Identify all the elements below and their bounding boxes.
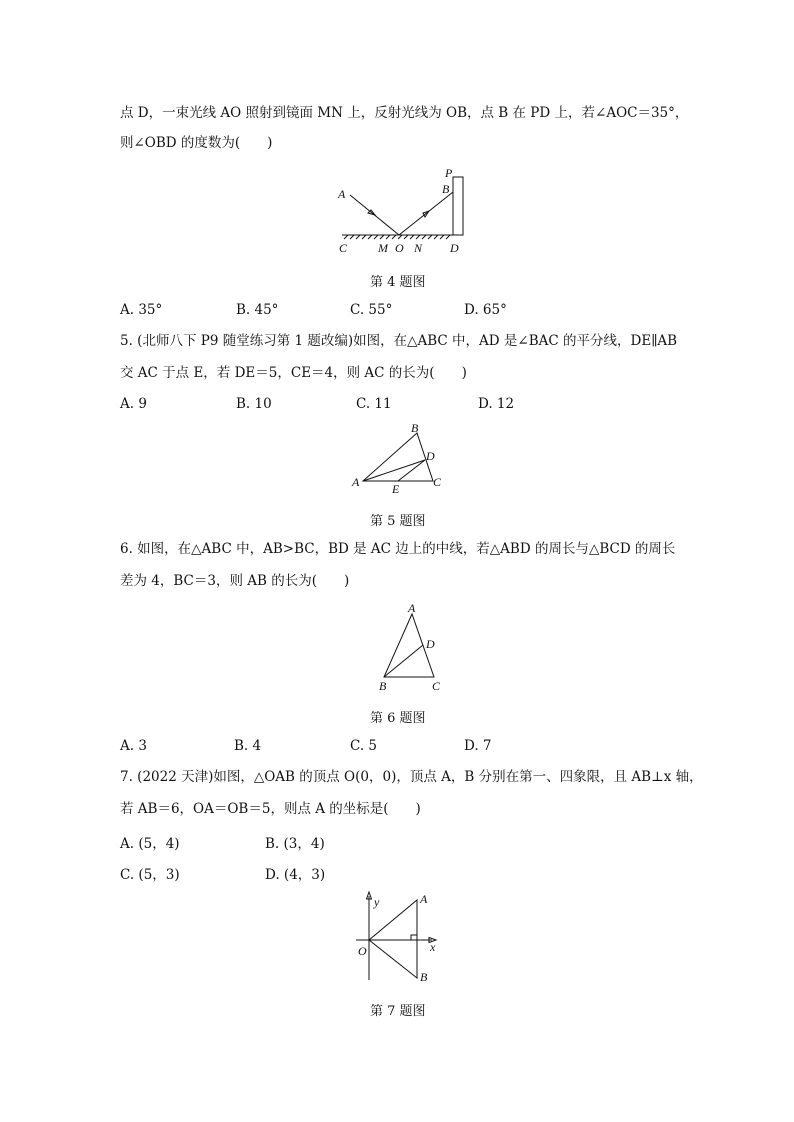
triangle-oab bbox=[369, 900, 417, 978]
q6-caption: 第 6 题图 bbox=[370, 711, 426, 726]
q5-option-c[interactable]: C. 11 bbox=[356, 396, 392, 412]
label-x: x bbox=[430, 940, 436, 954]
ray-ob bbox=[399, 192, 453, 235]
label-b: B bbox=[442, 182, 450, 196]
q7-option-a[interactable]: A. (5，4) bbox=[120, 836, 180, 852]
label-a: A bbox=[408, 601, 416, 615]
label-n: N bbox=[414, 241, 423, 255]
label-p: P bbox=[445, 166, 453, 180]
q6-option-c[interactable]: C. 5 bbox=[350, 738, 378, 754]
label-d: D bbox=[450, 241, 459, 255]
q7-option-c[interactable]: C. (5，3) bbox=[120, 867, 180, 883]
q4-option-b[interactable]: B. 45° bbox=[236, 302, 279, 318]
wall-pd bbox=[453, 177, 463, 235]
q7-caption: 第 7 题图 bbox=[370, 1004, 426, 1019]
q6-text-line-2: 差为 4，BC＝3，则 AB 的长为( ) bbox=[120, 573, 350, 589]
label-a: A bbox=[338, 187, 346, 201]
q7-option-d[interactable]: D. (4，3) bbox=[265, 867, 326, 883]
q7-option-b[interactable]: B. (3，4) bbox=[265, 836, 325, 852]
label-b: B bbox=[411, 421, 419, 435]
q6-option-a[interactable]: A. 3 bbox=[120, 738, 147, 754]
q4-option-c[interactable]: C. 55° bbox=[350, 302, 393, 318]
q5-option-a[interactable]: A. 9 bbox=[120, 396, 147, 412]
q6-text-line-1: 6. 如图，在△ABC 中，AB>BC，BD 是 AC 边上的中线，若△ABD 的周长与△BCD 的周长 bbox=[120, 541, 676, 557]
q7-figure bbox=[350, 888, 450, 988]
label-a: A bbox=[420, 892, 428, 906]
q4-caption: 第 4 题图 bbox=[370, 275, 426, 290]
label-d: D bbox=[426, 637, 435, 651]
q7-text-line-1: 7. (2022 天津)如图，△OAB 的顶点 O(0，0)，顶点 A，B 分别在第一、四象限，且 AB⊥x 轴， bbox=[120, 769, 703, 785]
q5-option-d[interactable]: D. 12 bbox=[478, 396, 515, 412]
triangle-abc bbox=[363, 433, 433, 481]
label-o: O bbox=[395, 241, 404, 255]
q4-option-a[interactable]: A. 35° bbox=[120, 302, 163, 318]
median-bd bbox=[384, 645, 423, 677]
q5-text-line-2: 交 AC 于点 E，若 DE＝5，CE＝4，则 AC 的长为( ) bbox=[120, 365, 467, 381]
label-m: M bbox=[378, 241, 388, 255]
label-o: O bbox=[358, 944, 367, 958]
label-d: D bbox=[426, 449, 435, 463]
q5-text-line-1: 5. (北师八下 P9 随堂练习第 1 题改编)如图，在△ABC 中，AD 是∠BAC 的平分线，DE∥AB bbox=[120, 333, 678, 349]
q4-figure bbox=[330, 160, 470, 260]
label-c: C bbox=[432, 679, 441, 693]
q6-option-d[interactable]: D. 7 bbox=[464, 738, 492, 754]
label-y: y bbox=[374, 895, 380, 909]
label-b: B bbox=[379, 679, 387, 693]
q6-option-b[interactable]: B. 4 bbox=[234, 738, 262, 754]
segment-ad bbox=[363, 460, 425, 481]
mirror-hatching bbox=[344, 235, 450, 239]
segment-de bbox=[398, 460, 425, 481]
q7-text-line-2: 若 AB＝6，OA＝OB＝5，则点 A 的坐标是( ) bbox=[120, 801, 421, 817]
q5-figure bbox=[345, 420, 455, 500]
q5-option-b[interactable]: B. 10 bbox=[236, 396, 272, 412]
q4-text-line-1: 点 D，一束光线 AO 照射到镜面 MN 上，反射光线为 OB，点 B 在 PD 上，若∠AOC＝35°， bbox=[120, 105, 689, 121]
label-b: B bbox=[420, 970, 428, 984]
right-angle-mark bbox=[411, 935, 417, 940]
q4-option-d[interactable]: D. 65° bbox=[464, 302, 507, 318]
q4-text-line-2: 则∠OBD 的度数为( ) bbox=[120, 135, 273, 151]
label-c: C bbox=[433, 475, 442, 489]
label-a: A bbox=[352, 475, 360, 489]
label-e: E bbox=[392, 482, 400, 496]
q5-caption: 第 5 题图 bbox=[370, 514, 426, 529]
label-c: C bbox=[339, 241, 348, 255]
q6-figure bbox=[372, 598, 452, 693]
